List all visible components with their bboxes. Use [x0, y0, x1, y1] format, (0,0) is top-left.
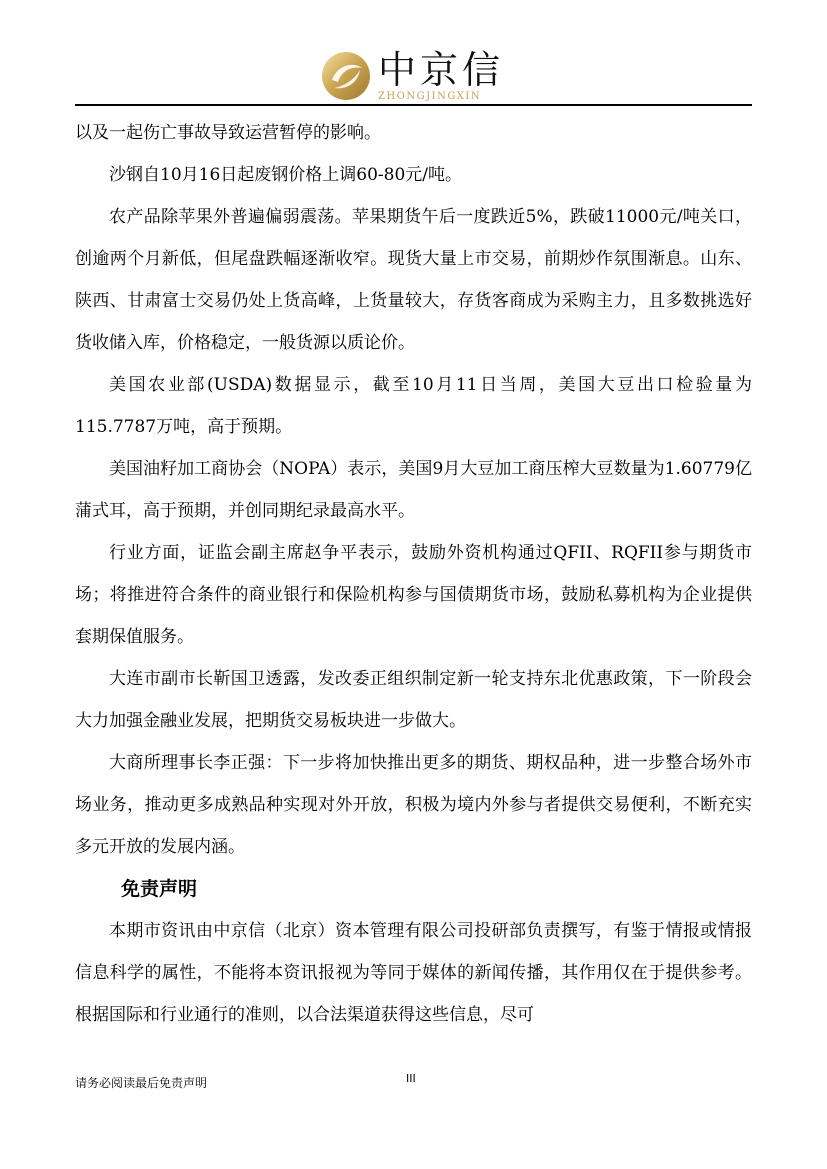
paragraph-4: 美国农业部(USDA)数据显示，截至10月11日当周，美国大豆出口检验量为115.7787万吨，高于预期。 — [75, 375, 752, 437]
paragraph-8: 大商所理事长李正强：下一步将加快推出更多的期货、期权品种，进一步整合场外市场业务，推动更多成熟品种实现对外开放，积极为境内外参与者提供交易便利，不断充实多元开放的发展内涵。 — [75, 753, 752, 857]
disclaimer-title: 免责声明 — [121, 878, 198, 900]
header-divider — [75, 104, 752, 106]
logo-english-name: ZHONGJINGXIN — [378, 90, 482, 102]
logo-chinese-name: 中京信 — [378, 47, 505, 92]
paragraph-2: 沙钢自10月16日起废钢价格上调60-80元/吨。 — [109, 165, 462, 185]
disclaimer-text: 本期市资讯由中京信（北京）资本管理有限公司投研部负责撰写，有鉴于情报或情报信息科学的属性，不能将本资讯报视为等同于媒体的新闻传播，其作用仅在于提供参考。根据国际和行业通行的准则，以合法渠道获得这些信息，尽可 — [75, 921, 752, 1025]
page-number: III — [406, 1072, 416, 1085]
page-header — [0, 0, 827, 108]
paragraph-3: 农产品除苹果外普遍偏弱震荡。苹果期货午后一度跌近5%，跌破11000元/吨关口，创逾两个月新低，但尾盘跌幅逐渐收窄。现货大量上市交易，前期炒作氛围渐息。山东、陕西、甘肃富士交易仍处上货高峰，上货量较大，存货客商成为采购主力，且多数挑选好货收储入库，价格稳定，一般货源以质论价。 — [75, 207, 752, 353]
paragraph-7: 大连市副市长靳国卫透露，发改委正组织制定新一轮支持东北优惠政策，下一阶段会大力加强金融业发展，把期货交易板块进一步做大。 — [75, 669, 752, 731]
paragraph-1: 以及一起伤亡事故导致运营暂停的影响。 — [75, 123, 381, 143]
document-body — [75, 112, 752, 1036]
zhongjingxin-logo-icon — [320, 50, 372, 102]
company-logo — [320, 46, 504, 106]
paragraph-5: 美国油籽加工商协会（NOPA）表示，美国9月大豆加工商压榨大豆数量为1.60779亿蒲式耳，高于预期，并创同期纪录最高水平。 — [75, 459, 752, 521]
footer-note: 请务必阅读最后免责声明 — [75, 1076, 208, 1090]
paragraph-6: 行业方面，证监会副主席赵争平表示，鼓励外资机构通过QFII、RQFII参与期货市场；将推进符合条件的商业银行和保险机构参与国债期货市场，鼓励私募机构为企业提供套期保值服务。 — [75, 543, 752, 647]
